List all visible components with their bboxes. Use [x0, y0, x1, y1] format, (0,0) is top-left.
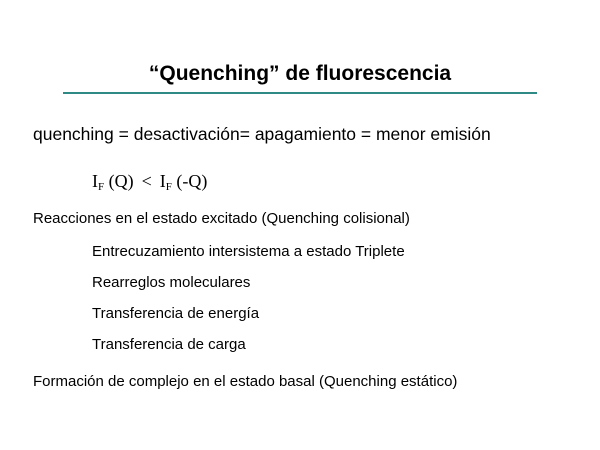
slide-title: “Quenching” de fluorescencia — [148, 62, 452, 85]
title-underline — [63, 92, 537, 94]
definition-line: quenching = desactivación= apagamiento = menor emisión — [33, 124, 491, 144]
section-collisional: Reacciones en el estado excitado (Quenching colisional) — [33, 210, 410, 227]
formula-left-sub: F — [98, 181, 105, 193]
list-item: Transferencia de energía — [92, 305, 260, 322]
list-item: Entrecuzamiento intersistema a estado Triplete — [92, 243, 405, 260]
formula-left-arg: (Q) — [108, 171, 134, 191]
formula-right-arg: (-Q) — [176, 171, 208, 191]
formula — [92, 171, 207, 193]
section-static: Formación de complejo en el estado basal (Quenching estático) — [33, 373, 458, 390]
list-item: Rearreglos moleculares — [92, 274, 251, 291]
formula-right-var: I — [159, 171, 166, 191]
list-item: Transferencia de carga — [92, 336, 246, 353]
formula-right-sub: F — [165, 181, 172, 193]
formula-operator: < — [141, 171, 152, 191]
formula-left-var: I — [92, 171, 98, 191]
